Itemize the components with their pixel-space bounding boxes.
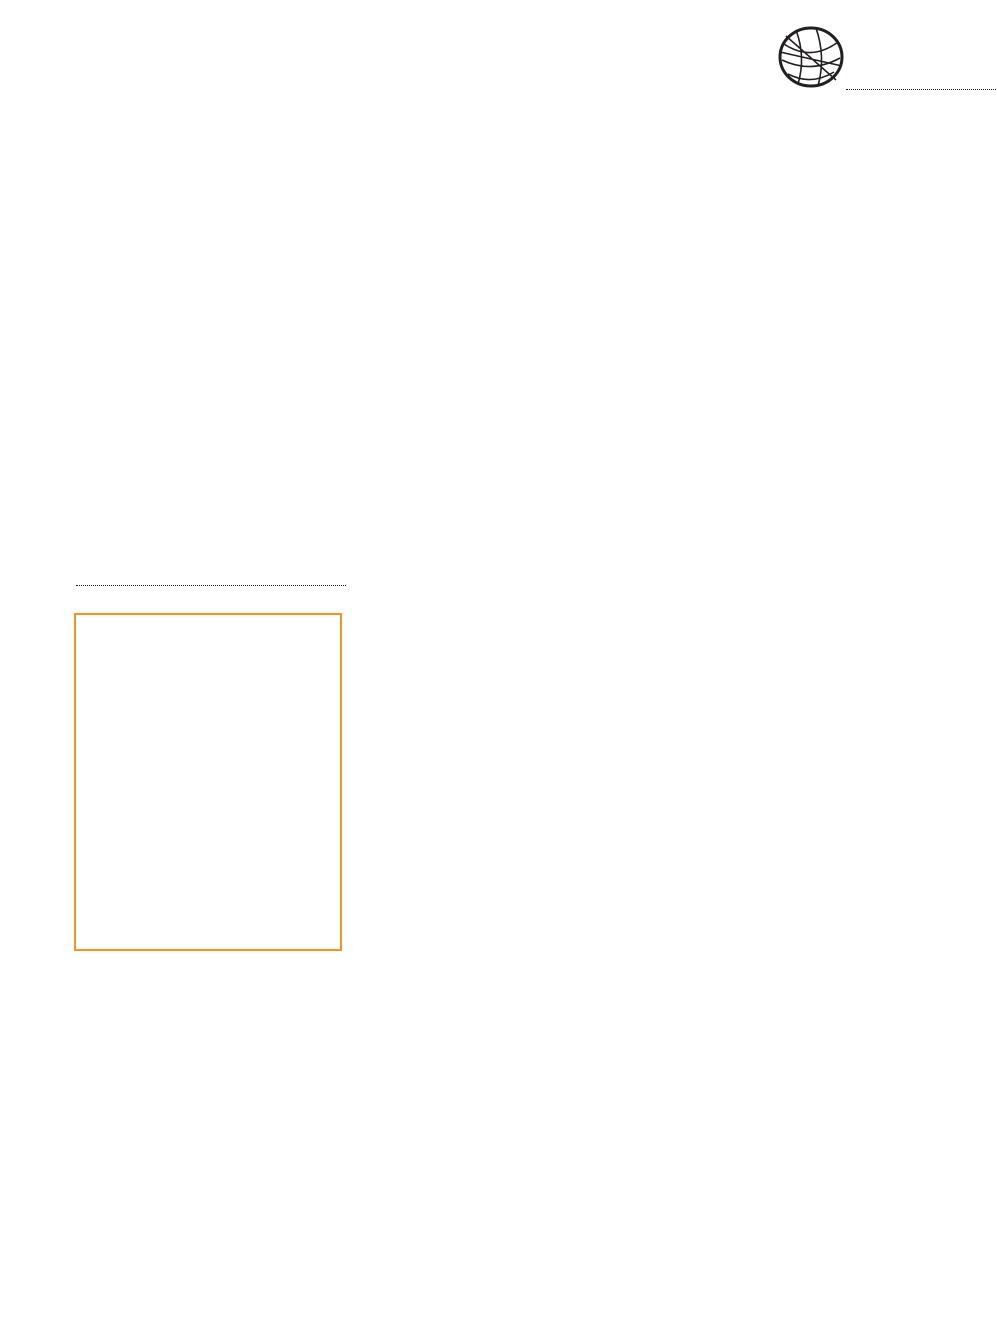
yarn-ball-icon: [776, 22, 846, 92]
chart-legend: [388, 1030, 558, 1038]
fact-box: [74, 613, 342, 951]
crochet-chart: [370, 345, 925, 1250]
section-divider: [846, 89, 996, 90]
difficulty-divider: [76, 585, 346, 586]
